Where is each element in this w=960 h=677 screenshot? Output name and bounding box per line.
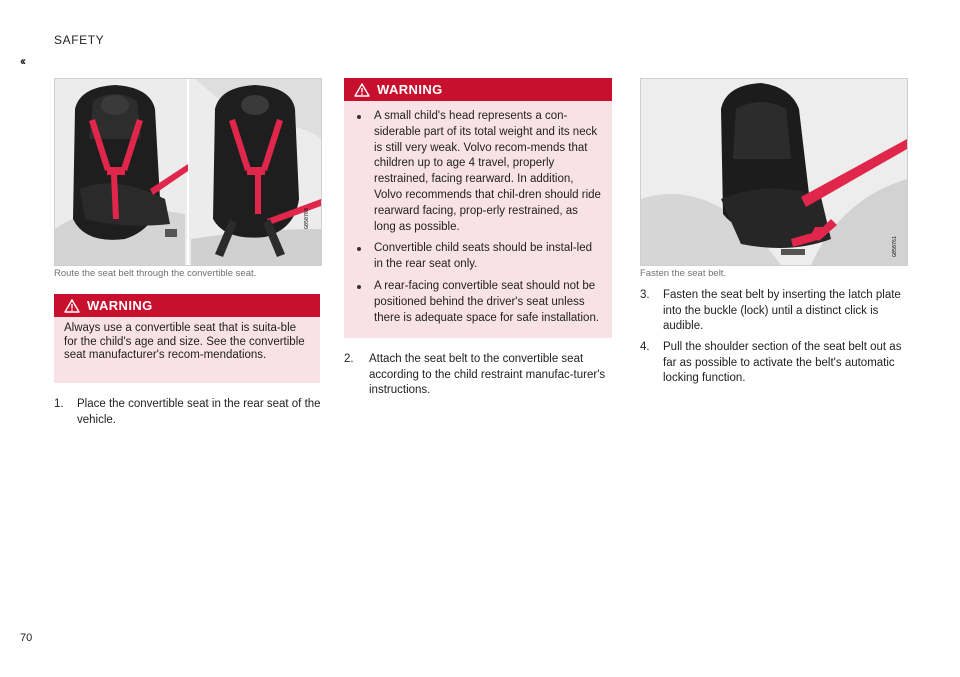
warning-header (344, 78, 612, 101)
step-number: 2. (344, 353, 354, 365)
step-3 (640, 288, 910, 335)
figure-caption: Fasten the seat belt. (640, 268, 727, 279)
step-text: Fasten the seat belt by inserting the latch plate into the buckle (lock) until a distinct click is audible. (663, 289, 901, 332)
step-number: 1. (54, 398, 64, 410)
warning-triangle-icon (354, 83, 370, 97)
figure-caption: Route the seat belt through the convertible seat. (54, 268, 257, 279)
section-title: SAFETY (54, 33, 105, 47)
warning-header (54, 294, 320, 317)
step-2 (344, 352, 616, 399)
warning-box (344, 78, 612, 338)
page-number: 70 (20, 632, 33, 644)
warning-box (54, 294, 320, 383)
warning-bullet: Convertible child seats should be instal-led in the rear seat only. (354, 241, 602, 273)
figure-code: G050760 (304, 207, 310, 229)
fasten-belt-figure (640, 78, 908, 266)
fasten-belt-illustration (641, 79, 907, 265)
figure-code: G050761 (892, 235, 898, 257)
step-text: Pull the shoulder section of the seat belt out as far as possible to activate the belt's automatic locking function. (663, 341, 902, 384)
back-chevrons-icon[interactable]: ‹‹ (20, 54, 24, 68)
warning-title: WARNING (87, 298, 153, 313)
warning-text: Always use a convertible seat that is suita-ble for the child's age and size. See the convertible seat manufacturer's recom-mendations. (64, 322, 305, 361)
convertible-seat-illustration (55, 79, 321, 265)
step-1 (54, 397, 324, 428)
step-number: 4. (640, 341, 650, 353)
warning-bullet-list (344, 101, 612, 342)
warning-title: WARNING (377, 82, 443, 97)
step-4 (640, 340, 910, 387)
convertible-seat-figure (54, 78, 322, 266)
warning-bullet: A small child's head represents a con-siderable part of its total weight and its neck is still very weak. Volvo recom-mends that children up to age 4 travel, properly restrained, facing rearward. In addition, Volvo recommends that chil-dren should ride rearward facing, prop-erly restrained, as long as possible. (354, 109, 602, 235)
warning-bullet: A rear-facing convertible seat should not be positioned behind the driver's seat unless there is adequate space for safe installation. (354, 279, 602, 326)
step-text: Attach the seat belt to the convertible seat according to the child restraint manufac-turer's instructions. (369, 353, 606, 396)
step-number: 3. (640, 289, 650, 301)
step-text: Place the convertible seat in the rear seat of the vehicle. (77, 398, 321, 426)
warning-triangle-icon (64, 299, 80, 313)
